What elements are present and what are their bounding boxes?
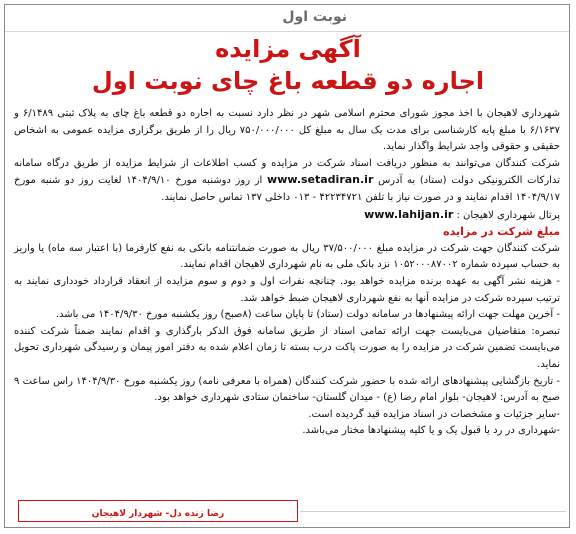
intro-paragraph: شهرداری لاهیجان با اخذ مجوز شورای محترم اسلامی شهر در نظر دارد نسبت به اجاره دو قطعه باغ چای به پلاک ثبتی ۶/۱۴۸۹ و ۶/۱۶۳۷ با مبلغ پایه کارشناسی برای مدت یک سال به مبلغ کل ۷۵۰/۰۰۰/۰۰۰ ریال را از طریق برگزاری مزایده عمومی به اشخاص حقیقی و حقوقی واجد شرایط واگذار نماید.	[14, 108, 560, 153]
portal-url-link[interactable]: www.lahijan.ir	[364, 207, 454, 221]
notice-subtitle: اجاره دو قطعه باغ چای نوبت اول	[91, 67, 485, 95]
deposit-paragraph: شرکت کنندگان جهت شرکت در مزایده مبلغ ۳۷/۵۰۰/۰۰۰ ریال به صورت ضمانتنامه بانکی به نفع کارفرما (با اعتبار سه ماه) یا واریز به حساب سپرده شماره ۱۰۵۲۰۰۰۸۷۰۰۲ نزد بانک ملی به نام شهرداری لاهیجان اقدام نمایند.	[14, 242, 560, 271]
note-item: تبصره: متقاضیان می‌بایست جهت ارائه تمامی اسناد از طریق سامانه فوق الذکر بارگذاری و اقدام نمایند ضمناً شرکت کننده می‌بایست تضمین شرکت در مزایده را به صورت پاکت درب بسته تا زمان اعلام شده به دفتر امور پیمان و رسیدگی شهرداری تحویل نماید.	[14, 325, 560, 370]
footer-divider	[300, 511, 566, 512]
opening-item: - تاریخ بازگشایی پیشنهادهای ارائه شده با حضور شرکت کنندگان (همراه با معرفی نامه) روز یکشنبه مورخ ۱۴۰۴/۹/۳۰ راس ساعت ۹ صبح به آدرس: لاهیجان- بلوار امام رضا (ع) - میدان گلستان- ساختمان ستادی شهرداری خواهد بود.	[14, 375, 561, 404]
rights-item: -شهرداری در رد یا قبول یک و یا کلیه پیشنهادها مختار می‌باشد.	[302, 425, 560, 437]
cost-item: - هزینه نشر آگهی به عهده برنده مزایده خواهد بود. چنانچه نفرات اول و دوم و سوم مزایده از انعقاد قرارداد خودداری نمایند به ترتیب سپرده شرکت در مزایده آنها به نفع شهرداری لاهیجان ضبط خواهد شد.	[14, 275, 560, 304]
setad-url-link[interactable]: www.setadiran.ir	[267, 173, 374, 187]
signature-box	[18, 500, 298, 522]
notice-body	[14, 106, 560, 440]
portal-label: پرتال شهرداری لاهیجان :	[456, 209, 560, 221]
portal-line	[14, 207, 560, 225]
deadline-item: - آخرین مهلت جهت ارائه پیشنهادها در سامانه دولت (ستاد) تا پایان ساعت (۸صبح) روز یکشنبه مورخ ۱۴۰۴/۹/۳۰ می باشد.	[55, 309, 560, 321]
deposit-heading: مبلغ شرکت در مزایده	[443, 225, 560, 239]
participation-text-b: از روز دوشنبه مورخ ۱۴۰۴/۹/۱۰ لغایت روز دو شنبه مورخ ۱۴۰۴/۹/۱۷ اقدام نمایند و در صورت نیاز با تلفن ۴۲۲۳۴۷۲۱ - ۰۱۳ داخلی ۱۳۷ تماس حاصل نمایند.	[14, 175, 560, 203]
participation-text-a: شرکت کنندگان می‌توانند به منظور دریافت اسناد شرکت در مزایده و کسب اطلاعات از شرایط مزایده از طریق درگاه سامانه تدارکات الکترونیکی دولت (ستاد) به آدرس	[14, 157, 560, 187]
notice-title: آگهی مزایده	[215, 35, 361, 63]
participation-paragraph	[14, 156, 560, 207]
round-bar	[5, 5, 569, 32]
mayor-signature: رضا زنده دل- شهردار لاهیجان	[91, 509, 225, 519]
round-label: نوبت اول	[282, 9, 347, 25]
details-item: -سایر جزئیات و مشخصات در اسناد مزایده قید گردیده است.	[308, 408, 560, 420]
